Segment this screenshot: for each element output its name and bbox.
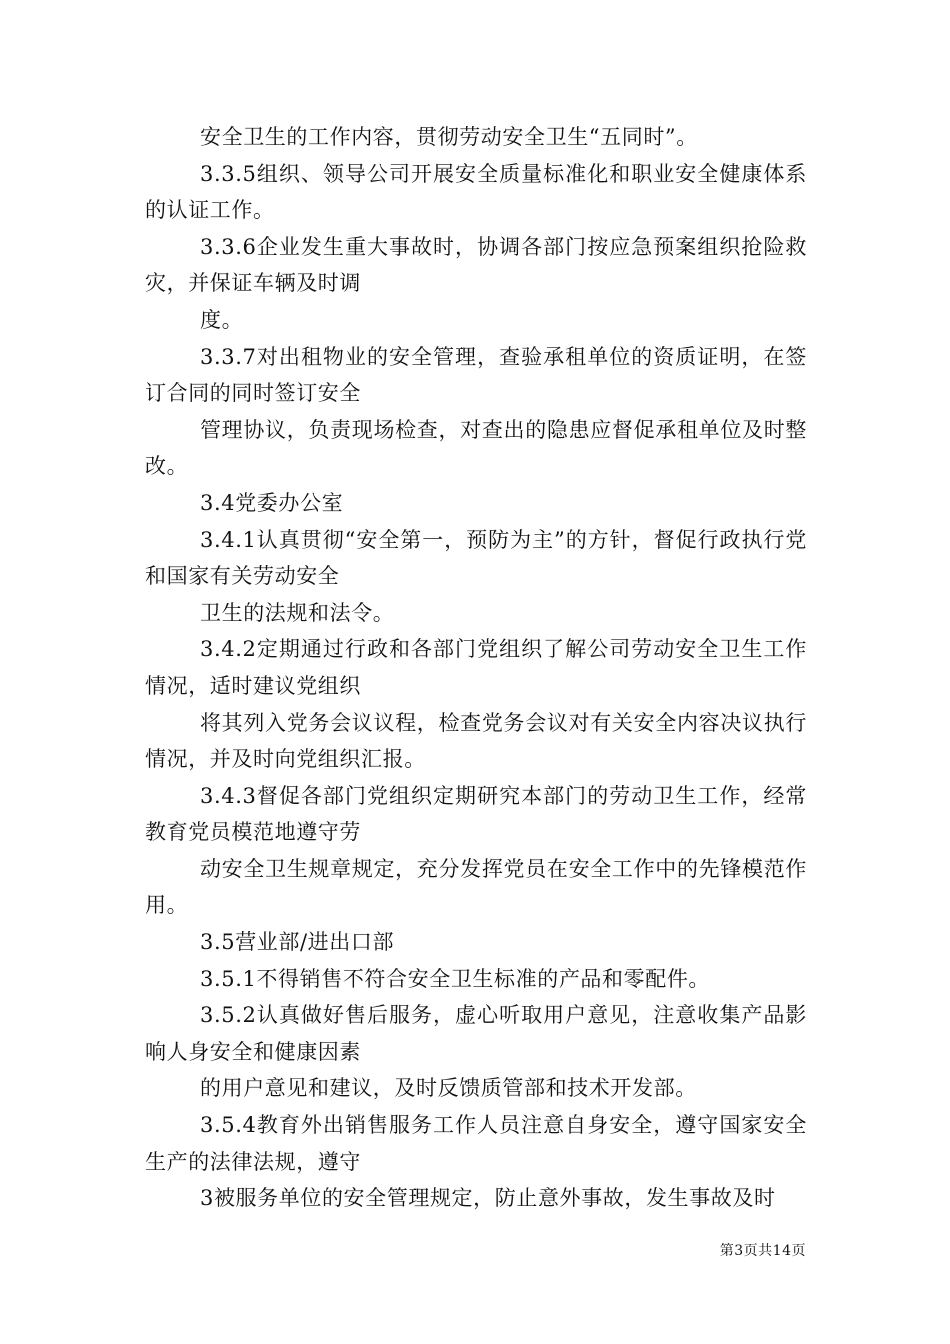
paragraph: 3.5.2认真做好售后服务，虚心听取用户意见，注意收集产品影响人身安全和健康因素 bbox=[145, 1003, 807, 1064]
paragraph: 动安全卫生规章规定，充分发挥党员在安全工作中的先锋模范作用。 bbox=[145, 856, 807, 918]
paragraph: 安全卫生的工作内容，贯彻劳动安全卫生“五同时”。 bbox=[200, 125, 698, 149]
section-heading: 3.5营业部/进出口部 bbox=[200, 930, 395, 955]
page-number: 第3页共14页 bbox=[719, 1243, 806, 1259]
paragraph: 将其列入党务会议议程，检查党务会议对有关安全内容决议执行情况，并及时向党组织汇报。 bbox=[145, 710, 807, 772]
paragraph: 3被服务单位的安全管理规定，防止意外事故，发生事故及时 bbox=[200, 1186, 776, 1211]
paragraph: 3.5.1不得销售不符合安全卫生标准的产品和零配件。 bbox=[200, 966, 711, 991]
paragraph: 3.4.1认真贯彻“安全第一，预防为主”的方针，督促行政执行党和国家有关劳动安全 bbox=[145, 527, 807, 589]
paragraph: 3.5.4教育外出销售服务工作人员注意自身安全，遵守国家安全生产的法律法规，遵守 bbox=[145, 1113, 807, 1174]
paragraph: 3.3.7对出租物业的安全管理，查验承租单位的资质证明，在签订合同的同时签订安全 bbox=[145, 344, 807, 406]
paragraph: 3.4.3督促各部门党组织定期研究本部门的劳动卫生工作，经常教育党员模范地遵守劳 bbox=[145, 783, 807, 845]
section-heading: 3.4党委办公室 bbox=[200, 490, 344, 515]
paragraph: 的用户意见和建议，及时反馈质管部和技术开发部。 bbox=[200, 1076, 697, 1101]
paragraph: 管理协议，负责现场检查，对查出的隐患应督促承租单位及时整改。 bbox=[145, 417, 807, 479]
paragraph: 3.3.6企业发生重大事故时，协调各部门按应急预案组织抢险救灾，并保证车辆及时调 bbox=[145, 234, 807, 296]
paragraph: 3.3.5组织、领导公司开展安全质量标准化和职业安全健康体系的认证工作。 bbox=[145, 161, 807, 223]
paragraph: 度。 bbox=[200, 307, 244, 332]
paragraph: 3.4.2定期通过行政和各部门党组织了解公司劳动安全卫生工作情况，适时建议党组织 bbox=[145, 637, 807, 698]
document-body bbox=[145, 119, 807, 1217]
paragraph: 卫生的法规和法令。 bbox=[200, 600, 395, 625]
